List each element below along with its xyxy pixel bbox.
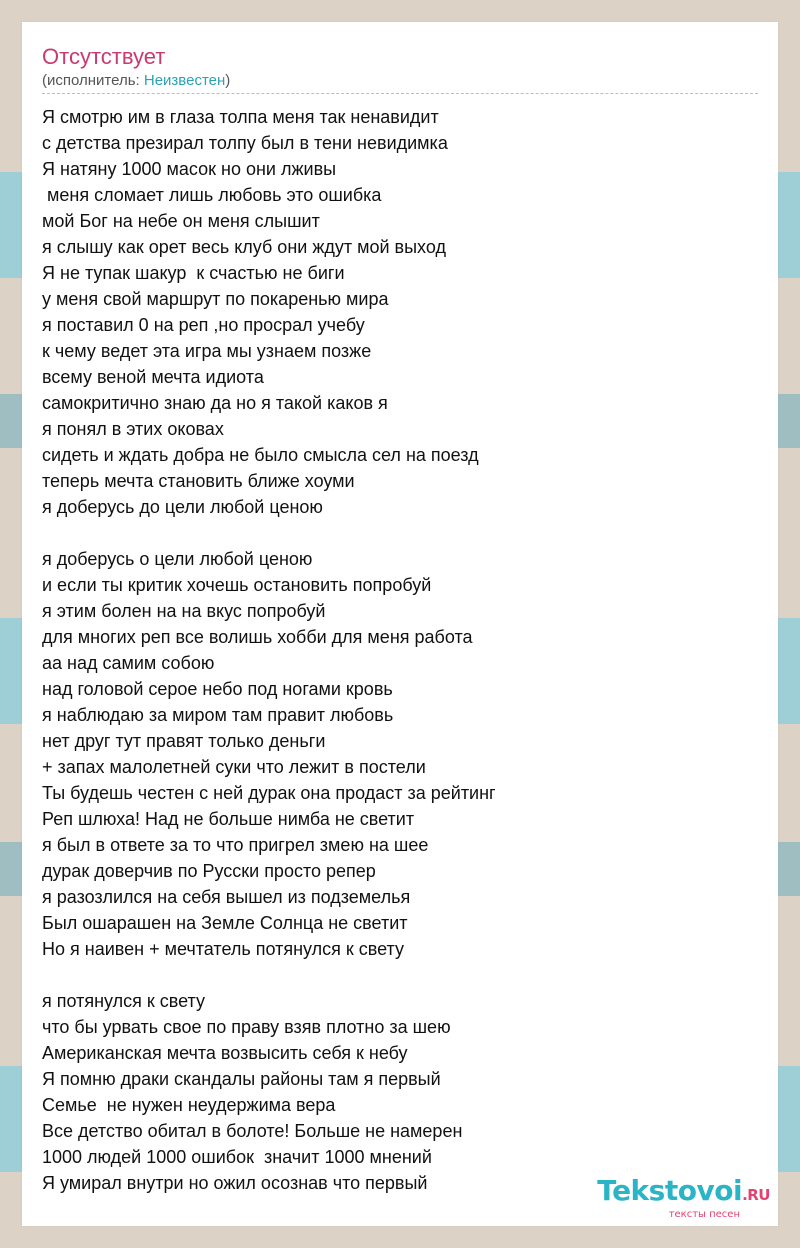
lyrics-line: меня сломает лишь любовь это ошибка [42,185,382,205]
artist-line [42,72,230,90]
lyrics-line: я был в ответе за то что пригрел змею на шее [42,835,429,855]
lyrics-line: Я умирал внутри но ожил осознав что первый [42,1173,428,1193]
lyrics-line: я этим болен на на вкус попробуй [42,601,326,621]
lyrics-line: Реп шлюха! Над не больше нимба не светит [42,809,415,829]
artist-link[interactable]: Неизвестен [143,72,226,89]
lyrics-line: Все детство обитал в болоте! Больше не намерен [42,1121,463,1141]
lyrics-line: я доберусь о цели любой ценою [42,549,313,569]
lyrics-line: с детства презирал толпу был в тени невидимка [42,133,448,153]
lyrics-line: дурак доверчив по Русски просто репер [42,861,376,881]
site-logo[interactable] [597,1176,770,1220]
lyrics-line: Я натяну 1000 масок но они лживы [42,159,337,179]
title-divider [42,93,758,94]
lyrics-line: Я помню драки скандалы районы там я первый [42,1069,441,1089]
lyrics-line: Американская мечта возвысить себя к небу [42,1043,408,1063]
lyrics-blank-line [42,520,762,546]
lyrics-line: всему веной мечта идиота [42,367,264,387]
lyrics-line: над головой серое небо под ногами кровь [42,679,393,699]
lyrics-line: аа над самим собою [42,653,215,673]
lyrics-line: и если ты критик хочешь остановить попробуй [42,575,432,595]
lyrics-line: я доберусь до цели любой ценою [42,497,323,517]
lyrics-line: 1000 людей 1000 ошибок значит 1000 мнений [42,1147,432,1167]
logo-tagline: тексты песен [668,1209,740,1220]
lyrics-card [22,22,778,1226]
lyrics-blank-line [42,962,762,988]
logo-name: Tekstovoi [597,1174,743,1207]
lyrics-line: я наблюдаю за миром там правит любовь [42,705,394,725]
lyrics-line: я потянулся к свету [42,991,205,1011]
lyrics-line: Был ошарашен на Земле Солнца не светит [42,913,408,933]
lyrics-line: для многих реп все волишь хобби для меня работа [42,627,473,647]
lyrics-line: я слышу как орет весь клуб они ждут мой выход [42,237,446,257]
lyrics-line: я разозлился на себя вышел из подземелья [42,887,411,907]
lyrics-line: теперь мечта становить ближе хоуми [42,471,355,491]
lyrics-line: Семье не нужен неудержима вера [42,1095,336,1115]
lyrics-line: сидеть и ждать добра не было смысла сел на поезд [42,445,479,465]
lyrics-line: нет друг тут правят только деньги [42,731,326,751]
lyrics-line: что бы урвать свое по праву взяв плотно за шею [42,1017,451,1037]
lyrics-line: Но я наивен + мечтатель потянулся к свету [42,939,404,959]
logo-tld: .RU [742,1186,770,1204]
artist-prefix: (исполнитель: [42,72,144,89]
lyrics-line: мой Бог на небе он меня слышит [42,211,320,231]
lyrics-line: у меня свой маршрут по покаренью мира [42,289,389,309]
lyrics-line: к чему ведет эта игра мы узнаем позже [42,341,372,361]
lyrics-line: + запах малолетней суки что лежит в постели [42,757,426,777]
artist-suffix: ) [225,72,231,89]
lyrics-line: Я смотрю им в глаза толпа меня так ненавидит [42,107,439,127]
lyrics-text [42,104,762,1196]
song-title: Отсутствует [42,44,166,69]
lyrics-line: я понял в этих оковах [42,419,224,439]
lyrics-line: я поставил 0 на реп ,но просрал учебу [42,315,365,335]
lyrics-line: самокритично знаю да но я такой каков я [42,393,388,413]
lyrics-line: Я не тупак шакур к счастью не биги [42,263,345,283]
lyrics-line: Ты будешь честен с ней дурак она продаст за рейтинг [42,783,496,803]
